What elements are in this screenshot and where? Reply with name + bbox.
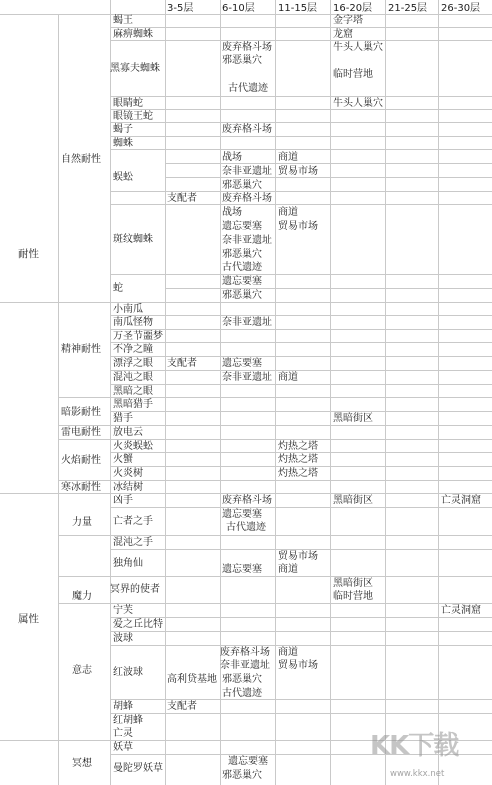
monster-name: 南瓜怪物 [113,317,153,328]
monster-name: 蝎王 [113,15,133,26]
monster-name: 蜘蛛 [113,138,133,149]
floor-location: 奈非亚遗址 [222,317,272,328]
monster-name: 火炎蜈蚣 [113,441,153,452]
floor-location: 高利贷基地 [167,674,217,685]
group-label: 暗影耐性 [61,407,101,418]
floor-location: 牛头人巢穴 [333,98,383,109]
floor-location: 遗忘要塞 [228,756,268,767]
monster-name: 红波球 [113,667,143,678]
group-label: 火焰耐性 [61,455,101,466]
floor-location: 贸易市场 [278,660,318,671]
section-label: 耐性 [18,248,39,260]
floor-location: 亡灵洞窟 [441,495,481,506]
floor-location: 古代遗迹 [222,262,262,273]
floor-location: 龙窟 [333,29,353,40]
monster-name: 亡者之手 [113,516,153,527]
floor-location: 奈非亚遗址 [222,235,272,246]
floor-location: 支配者 [167,701,197,712]
watermark [360,725,490,783]
monster-name: 波球 [113,633,133,644]
group-label: 寒冰耐性 [61,482,101,493]
monster-name: 凶手 [113,495,133,506]
monster-name: 亡灵 [113,728,133,739]
monster-name: 混沌之手 [113,537,153,548]
floor-location: 奈非亚遗址 [222,372,272,383]
floor-location: 灼热之塔 [278,441,318,452]
monster-name: 黑暗之眼 [113,386,153,397]
floor-location: 古代遗迹 [226,522,266,533]
monster-name: 蜈蚣 [113,172,133,183]
col-header: 16-20层 [333,3,373,14]
monster-name: 火炎树 [113,468,143,479]
monster-name: 曼陀罗妖草 [113,763,163,774]
monster-name: 蛇 [113,283,123,294]
floor-location: 支配者 [167,193,197,204]
floor-location: 邪恶巢穴 [222,180,262,191]
floor-location: 古代遗迹 [228,83,268,94]
floor-location: 灼热之塔 [278,468,318,479]
col-header: 26-30层 [441,3,481,14]
watermark-logo: KK下载 [370,731,459,761]
monster-name: 眼睛蛇 [113,98,143,109]
floor-location: 奈非亚遗址 [222,166,272,177]
floor-location: 邪恶巢穴 [222,290,262,301]
monster-name: 放电云 [113,427,143,438]
floor-location: 商道 [278,207,298,218]
floor-location: 贸易市场 [278,221,318,232]
floor-location: 邪恶巢穴 [222,55,262,66]
floor-location: 废弃格斗场 [222,124,272,135]
floor-location: 废弃格斗场 [222,193,272,204]
floor-location: 古代遗迹 [222,688,262,699]
floor-location: 遗忘要塞 [222,276,262,287]
monster-name: 万圣节噩梦 [113,331,163,342]
monster-name: 冰结树 [113,482,143,493]
watermark-url: www.kkx.net [390,769,445,779]
group-label: 意志 [72,665,92,676]
monster-name: 混沌之眼 [113,372,153,383]
group-label: 精神耐性 [61,344,101,355]
section-label: 属性 [18,613,39,625]
monster-name: 斑纹蜘蛛 [113,234,153,245]
floor-location: 临时营地 [333,591,373,602]
monster-name: 不净之瞳 [113,344,153,355]
group-label: 冥想 [72,758,92,769]
floor-location: 商道 [278,372,298,383]
floor-location: 亡灵洞窟 [441,605,481,616]
floor-location: 邪恶巢穴 [222,770,262,781]
floor-location: 牛头人巢穴 [333,42,383,53]
group-label: 魔力 [72,591,92,602]
col-header: 21-25层 [388,3,428,14]
group-label: 雷电耐性 [61,427,101,438]
monster-name: 冥界的使者 [110,584,160,595]
monster-name: 小南瓜 [113,304,143,315]
monster-name: 红胡蜂 [113,715,143,726]
monster-name: 麻痹蜘蛛 [113,29,153,40]
group-label: 自然耐性 [61,154,101,165]
floor-location: 邪恶巢穴 [222,674,262,685]
monster-name: 黑寡夫蜘蛛 [110,63,160,74]
monster-name: 爱之丘比特 [113,619,163,630]
floor-location: 支配者 [167,358,197,369]
monster-name: 独角仙 [113,558,143,569]
col-header: 6-10层 [222,3,255,14]
monster-name: 胡蜂 [113,701,133,712]
monster-name: 漂浮之眼 [113,358,153,369]
group-label: 力量 [72,517,92,528]
floor-location: 贸易市场 [278,551,318,562]
floor-location: 黑暗街区 [333,578,373,589]
monster-name: 黑暗猎手 [113,399,153,410]
floor-location: 黑暗街区 [333,495,373,506]
monster-name: 宁芙 [113,605,133,616]
floor-location: 遗忘要塞 [222,509,262,520]
floor-location: 金字塔 [333,15,363,26]
floor-location: 商道 [278,152,298,163]
floor-location: 灼热之塔 [278,454,318,465]
floor-location: 商道 [278,647,298,658]
floor-location: 战场 [222,207,242,218]
floor-location: 遗忘要塞 [222,358,262,369]
floor-location: 废弃格斗场 [222,495,272,506]
monster-name: 妖草 [113,742,133,753]
monster-name: 蝎子 [113,124,133,135]
floor-location: 邪恶巢穴 [222,249,262,260]
floor-location: 遗忘要塞 [222,221,262,232]
col-header: 11-15层 [278,3,318,14]
monster-name: 猎手 [113,413,133,424]
floor-location: 战场 [222,152,242,163]
floor-location: 奈非亚遗址 [220,660,270,671]
floor-location: 临时营地 [333,69,373,80]
floor-location: 贸易市场 [278,166,318,177]
floor-location: 废弃格斗场 [222,42,272,53]
col-header: 3-5层 [167,3,194,14]
floor-location: 遗忘要塞 [222,564,262,575]
monster-name: 火蟹 [113,454,133,465]
floor-location: 黑暗街区 [333,413,373,424]
floor-location: 废弃格斗场 [220,647,270,658]
floor-location: 商道 [278,564,298,575]
monster-name: 眼镜王蛇 [113,111,153,122]
